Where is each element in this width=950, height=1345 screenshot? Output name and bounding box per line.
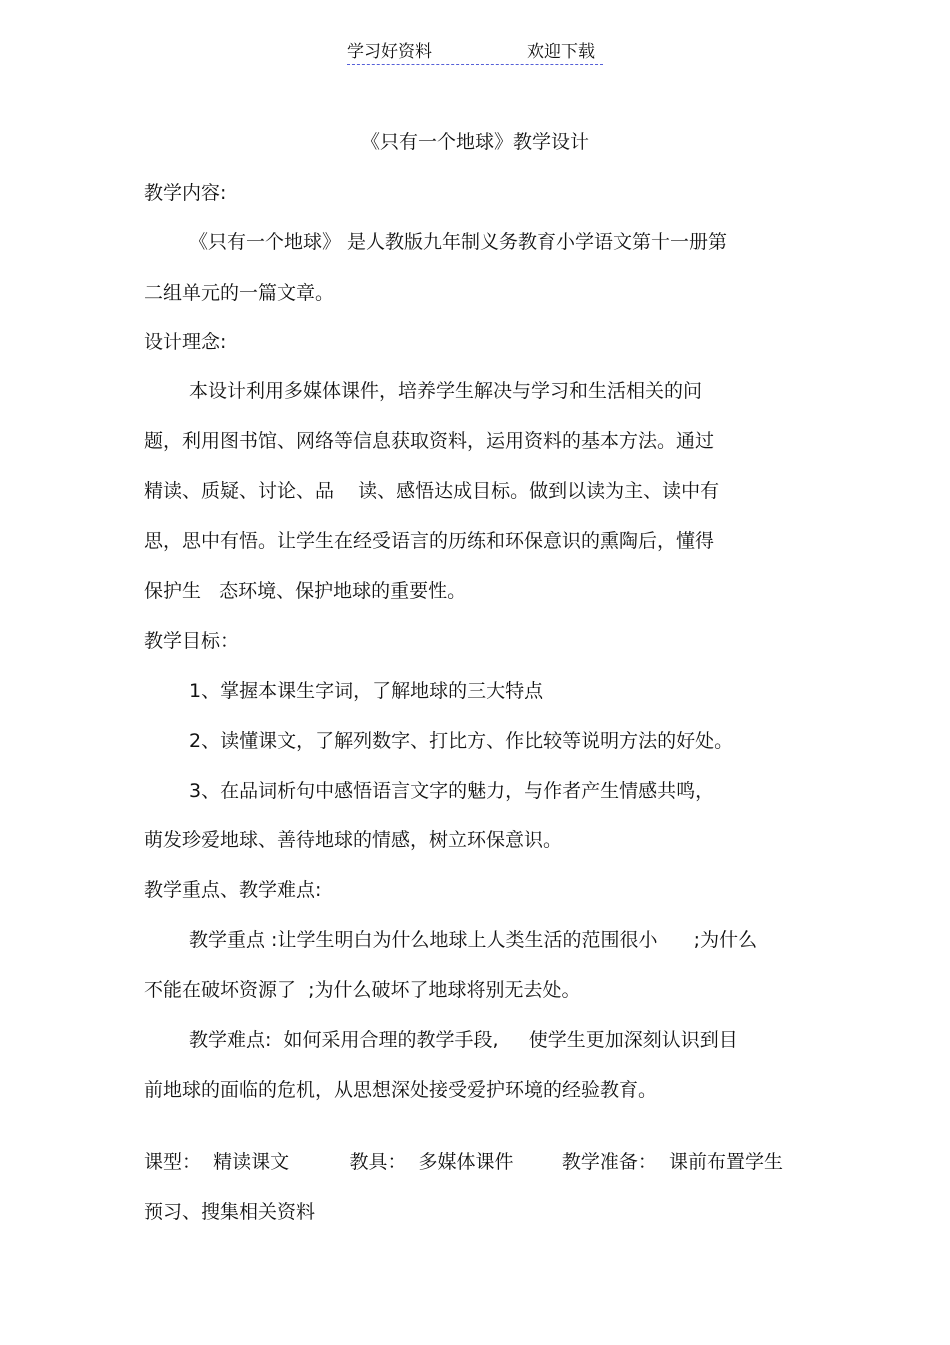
paragraph-focus-line-1: 教学重点 :让学生明白为什么地球上人类生活的范围很小 ;为什么 <box>189 929 758 951</box>
header-divider <box>347 64 603 65</box>
section-heading-concept: 设计理念: <box>144 331 227 353</box>
goal-item-2: 2、读懂课文，了解列数字、打比方、作比较等说明方法的好处。 <box>189 730 734 752</box>
paragraph-difficulty-line-1: 教学难点: 如何采用合理的教学手段, 使学生更加深刻认识到目 <box>189 1029 738 1051</box>
header-left-text: 学习好资料 <box>347 42 432 62</box>
paragraph-concept-line-2: 题，利用图书馆、网络等信息获取资料，运用资料的基本方法。通过 <box>144 430 715 452</box>
paragraph-concept-line-3: 精读、质疑、讨论、品 读、感悟达成目标。做到以读为主、读中有 <box>144 480 720 502</box>
paragraph-concept-line-4: 思，思中有悟。让学生在经受语言的历练和环保意识的熏陶后，懂得 <box>144 530 715 552</box>
paragraph-difficulty-line-2: 前地球的面临的危机，从思想深处接受爱护环境的经验教育。 <box>144 1079 658 1101</box>
section-heading-content: 教学内容: <box>144 182 227 204</box>
paragraph-concept-line-5: 保护生 态环境、保护地球的重要性。 <box>144 580 467 602</box>
paragraph-focus-line-2: 不能在破坏资源了 ;为什么破坏了地球将别无去处。 <box>144 979 581 1001</box>
lesson-type-line: 课型： 精读课文 教具： 多媒体课件 教学准备： 课前布置学生 <box>144 1151 783 1173</box>
section-heading-goals: 教学目标： <box>144 630 240 652</box>
paragraph-content-line-1: 《只有一个地球》 是人教版九年制义务教育小学语文第十一册第 <box>189 231 728 253</box>
document-title: 《只有一个地球》教学设计 <box>360 131 589 153</box>
paragraph-content-line-2: 二组单元的一篇文章。 <box>144 282 335 304</box>
header-right-text: 欢迎下载 <box>527 42 595 62</box>
goal-item-3-line-2: 萌发珍爱地球、善待地球的情感，树立环保意识。 <box>144 829 563 851</box>
goal-item-3-line-1: 3、在品词析句中感悟语言文字的魅力，与作者产生情感共鸣， <box>189 780 715 802</box>
goal-item-1: 1、掌握本课生字词，了解地球的三大特点 <box>189 680 544 702</box>
lesson-type-line-2: 预习、搜集相关资料 <box>144 1201 316 1223</box>
section-heading-focus: 教学重点、教学难点: <box>144 879 322 901</box>
paragraph-concept-line-1: 本设计利用多媒体课件，培养学生解决与学习和生活相关的问 <box>189 380 703 402</box>
